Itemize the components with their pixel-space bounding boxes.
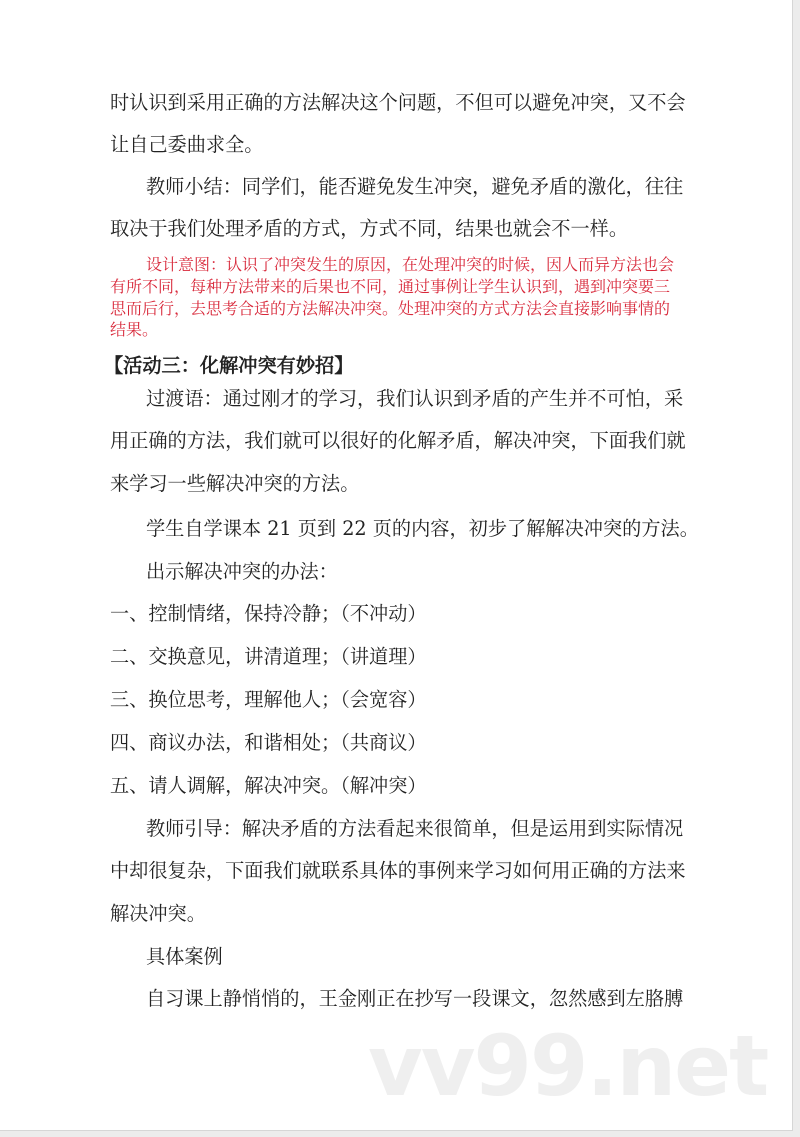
design-note: 设计意图：认识了冲突发生的原因，在处理冲突的时候，因人而异方法也会 (146, 255, 675, 274)
paragraph-line: 过渡语：通过刚才的学习，我们认识到矛盾的产生并不可怕，采 (146, 387, 684, 410)
paragraph-line: 出示解决冲突的办法： (146, 560, 338, 583)
method-item: 一、控制情绪，保持冷静；（不冲动） (110, 602, 427, 625)
design-note: 思而后行，去思考合适的方法解决冲突。处理冲突的方式方法会直接影响事情的 (110, 299, 671, 318)
method-item: 三、换位思考，理解他人；（会宽容） (110, 688, 427, 711)
paragraph-line: 具体案例 (146, 945, 223, 968)
paragraph-line: 教师引导：解决矛盾的方法看起来很简单，但是运用到实际情况 (146, 817, 684, 840)
paragraph-line: 学生自学课本 21 页到 22 页的内容，初步了解解决冲突的方法。 (146, 517, 699, 540)
paragraph-line: 解决冲突。 (110, 902, 206, 925)
paragraph-line: 用正确的方法，我们就可以很好的化解矛盾，解决冲突，下面我们就 (110, 429, 686, 452)
teacher-summary: 教师小结：同学们，能否避免发生冲突，避免矛盾的激化，往往 (146, 175, 684, 198)
method-item: 四、商议办法，和谐相处；（共商议） (110, 731, 427, 754)
paragraph-line: 时认识到采用正确的方法解决这个问题，不但可以避免冲突，又不会 (110, 91, 686, 114)
paragraph-line: 让自己委曲求全。 (110, 133, 264, 156)
paragraph-line: 取决于我们处理矛盾的方式，方式不同，结果也就会不一样。 (110, 217, 629, 240)
paragraph-line: 中却很复杂，下面我们就联系具体的事例来学习如何用正确的方法来 (110, 859, 686, 882)
design-note: 有所不同，每种方法带来的后果也不同，通过事例让学生认识到，遇到冲突要三 (110, 277, 671, 296)
paragraph-line: 自习课上静悄悄的，王金刚正在抄写一段课文，忽然感到左胳膊 (146, 987, 684, 1010)
watermark: vv99.net (368, 1017, 768, 1115)
paragraph-line: 来学习一些解决冲突的方法。 (110, 472, 360, 495)
design-note: 结果。 (110, 320, 159, 339)
section-heading: 【活动三：化解冲突有妙招】 (104, 354, 354, 377)
method-item: 二、交换意见，讲清道理；（讲道理） (110, 645, 427, 668)
method-item: 五、请人调解，解决冲突。（解冲突） (110, 774, 427, 797)
